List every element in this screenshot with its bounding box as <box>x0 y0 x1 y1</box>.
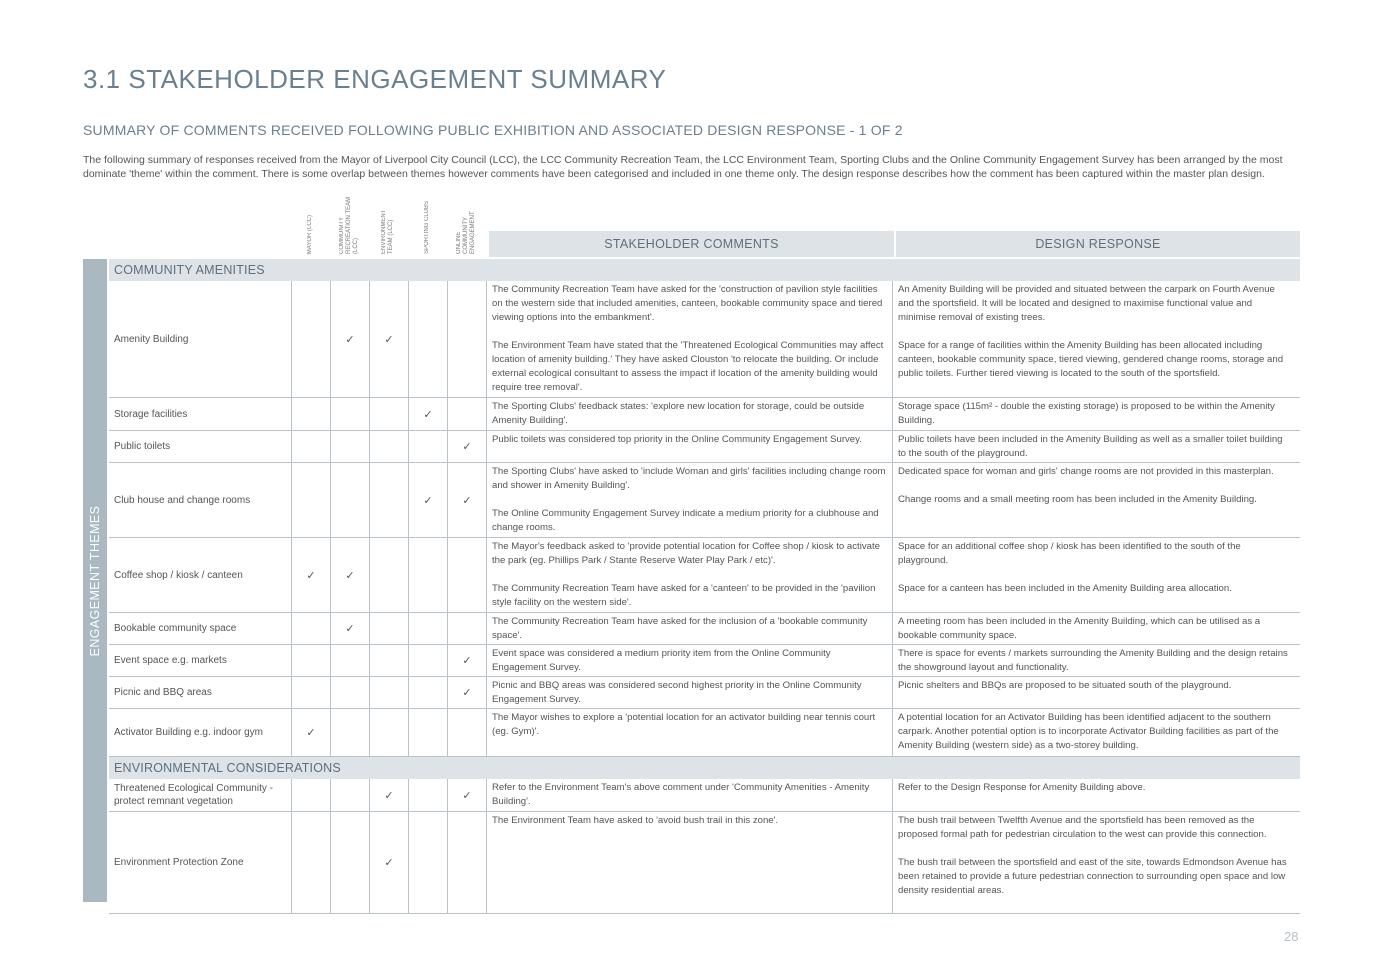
check-cell-community-recreation <box>330 812 369 913</box>
stakeholder-comment-cell <box>486 398 892 430</box>
check-cell-community-recreation <box>330 779 369 811</box>
theme-label: Activator Building e.g. indoor gym <box>114 727 263 738</box>
column-header-comments: STAKEHOLDER COMMENTS <box>489 231 894 257</box>
check-cell-sporting-clubs <box>408 281 447 397</box>
stakeholder-comment-cell <box>486 431 892 462</box>
comment-text: The Community Recreation Team have asked for a 'canteen' to be provided in the 'pavilion style facility on the western side'. <box>492 583 876 608</box>
comment-text: The Sporting Clubs' feedback states: 'explore new location for storage, could be outside Amenity Building'. <box>492 401 865 426</box>
comment-text: The Community Recreation Team have asked for the inclusion of a 'bookable community space'. <box>492 616 868 641</box>
response-text: The bush trail between the sportsfield and east of the site, towards Edmondson Avenue has been retained to provide a future pedestrian connection to surrounding open space and low density residential areas. <box>898 857 1287 896</box>
stakeholder-comment-cell <box>486 463 892 537</box>
theme-label: Storage facilities <box>114 408 188 420</box>
section-header: ENVIRONMENTAL CONSIDERATIONS <box>109 757 1300 779</box>
stakeholder-comment-cell <box>486 812 892 913</box>
check-cell-community-recreation <box>330 677 369 708</box>
check-cell-sporting-clubs <box>408 398 447 430</box>
checkmark-icon: ✓ <box>462 441 472 453</box>
response-text: Change rooms and a small meeting room has been included in the Amenity Building. <box>898 494 1257 505</box>
response-text: An Amenity Building will be provided and situated between the carpark on Fourth Avenue and the sportsfield. It will be located and designed to maximise functional value and minimise removal of existing trees. <box>898 284 1275 323</box>
stakeholder-comment-cell <box>486 677 892 708</box>
comment-text: Public toilets was considered top priority in the Online Community Engagement Survey. <box>492 434 862 445</box>
engagement-table <box>109 259 1300 914</box>
theme-label: Event space e.g. markets <box>114 655 227 666</box>
theme-label: Environment Protection Zone <box>114 857 244 868</box>
checkmark-icon: ✓ <box>306 569 316 582</box>
check-cell-environment-team <box>369 613 408 644</box>
check-cell-online-engagement <box>447 677 486 708</box>
comment-text: The Online Community Engagement Survey indicate a medium priority for a clubhouse and change rooms. <box>492 508 879 533</box>
response-text: Storage space (115m² - double the existing storage) is proposed to be within the Amenity Building. <box>898 401 1275 426</box>
table-row <box>109 398 1300 431</box>
design-response-cell <box>892 709 1297 756</box>
section-header: COMMUNITY AMENITIES <box>109 259 1300 281</box>
check-cell-sporting-clubs <box>408 613 447 644</box>
design-response-cell <box>892 645 1297 676</box>
check-cell-community-recreation <box>330 709 369 756</box>
checkmark-icon: ✓ <box>345 333 355 346</box>
theme-label: Club house and change rooms <box>114 494 251 506</box>
checkmark-icon: ✓ <box>345 569 355 582</box>
table-row <box>109 463 1300 538</box>
check-cell-sporting-clubs <box>408 463 447 537</box>
check-cell-community-recreation <box>330 538 369 612</box>
check-cell-mayor <box>291 431 330 462</box>
design-response-cell <box>892 281 1297 397</box>
column-header-mayor: MAYOR (LCC) <box>306 214 313 254</box>
response-text: Space for a range of facilities within the Amenity Building has been allocated including canteen, bookable community space, tiered viewing, gendered change rooms, storage and public toilets. Further tiered viewing is located to the south of the sportsfield. <box>898 340 1284 379</box>
check-cell-mayor <box>291 779 330 811</box>
checkmark-icon: ✓ <box>462 789 472 802</box>
stakeholder-comment-cell <box>486 613 892 644</box>
check-cell-online-engagement <box>447 812 486 913</box>
check-cell-mayor <box>291 709 330 756</box>
check-cell-mayor <box>291 281 330 397</box>
checkmark-icon: ✓ <box>462 494 472 507</box>
table-row <box>109 431 1300 463</box>
checkmark-icon: ✓ <box>384 789 394 802</box>
check-cell-online-engagement <box>447 463 486 537</box>
design-response-cell <box>892 463 1297 537</box>
page-subtitle: SUMMARY OF COMMENTS RECEIVED FOLLOWING PUBLIC EXHIBITION AND ASSOCIATED DESIGN RESPONSE - 1 OF 2 <box>83 122 903 138</box>
table-row <box>109 281 1300 398</box>
check-cell-online-engagement <box>447 613 486 644</box>
check-cell-mayor <box>291 812 330 913</box>
comment-text: The Mayor's feedback asked to 'provide potential location for Coffee shop / kiosk to activate the park (eg. Phillips Park / Stante Reserve Water Play Park / etc)'. <box>492 541 880 566</box>
design-response-cell <box>892 613 1297 644</box>
table-row <box>109 645 1300 677</box>
check-cell-environment-team <box>369 645 408 676</box>
comment-text: The Sporting Clubs' have asked to 'include Woman and girls' facilities including change room and shower in Amenity Building'. <box>492 466 886 491</box>
check-cell-online-engagement <box>447 281 486 397</box>
check-cell-community-recreation <box>330 431 369 462</box>
check-cell-mayor <box>291 677 330 708</box>
design-response-cell <box>892 677 1297 708</box>
column-header-online-engagement: ONLINE COMMUNITY ENGAGEMENT <box>455 211 476 254</box>
checkmark-icon: ✓ <box>345 623 355 635</box>
check-cell-community-recreation <box>330 613 369 644</box>
response-text: Refer to the Design Response for Amenity Building above. <box>898 782 1146 793</box>
check-cell-environment-team <box>369 538 408 612</box>
comment-text: The Community Recreation Team have asked for the 'construction of pavilion style facilities on the western side that included amenities, canteen, bookable community space and tiered viewing options into the embankment'. <box>492 284 883 323</box>
check-cell-environment-team <box>369 281 408 397</box>
check-cell-online-engagement <box>447 709 486 756</box>
table-row <box>109 538 1300 613</box>
column-header-sporting-clubs: SPORTING CLUBS <box>423 201 430 254</box>
theme-label: Public toilets <box>114 441 171 452</box>
check-cell-online-engagement <box>447 538 486 612</box>
response-text: A potential location for an Activator Building has been identified adjacent to the southern carpark. Another potential option is to incorporate Activator Building facilities as part of the Amenity Building (western side) as a two-storey building. <box>898 712 1279 751</box>
comment-text: The Environment Team have asked to 'avoid bush trail in this zone'. <box>492 815 779 826</box>
response-text: Space for a canteen has been included in the Amenity Building area allocation. <box>898 583 1232 594</box>
check-cell-mayor <box>291 538 330 612</box>
check-cell-sporting-clubs <box>408 677 447 708</box>
engagement-themes-label: ENGAGEMENT THEMES <box>83 259 107 902</box>
stakeholder-comment-cell <box>486 779 892 811</box>
check-cell-sporting-clubs <box>408 431 447 462</box>
check-cell-environment-team <box>369 431 408 462</box>
stakeholder-comment-cell <box>486 281 892 397</box>
stakeholder-comment-cell <box>486 645 892 676</box>
column-header-community-recreation: COMMUNITY RECREATION TEAM (LCC) <box>338 196 359 254</box>
design-response-cell <box>892 538 1297 612</box>
table-row <box>109 677 1300 709</box>
check-cell-community-recreation <box>330 463 369 537</box>
check-cell-environment-team <box>369 709 408 756</box>
check-cell-sporting-clubs <box>408 538 447 612</box>
comment-text: Picnic and BBQ areas was considered second highest priority in the Online Community Engagement Survey. <box>492 680 862 705</box>
check-cell-environment-team <box>369 463 408 537</box>
comment-text: Refer to the Environment Team's above comment under 'Community Amenities - Amenity Building'. <box>492 782 870 807</box>
theme-label: Amenity Building <box>114 333 189 345</box>
check-cell-sporting-clubs <box>408 779 447 811</box>
table-row <box>109 709 1300 757</box>
check-cell-mayor <box>291 645 330 676</box>
response-text: The bush trail between Twelfth Avenue and the sportsfield has been removed as the proposed formal path for pedestrian circulation to the west can provide this connection. <box>898 815 1267 840</box>
stakeholder-comment-cell <box>486 538 892 612</box>
design-response-cell <box>892 779 1297 811</box>
comment-text: Event space was considered a medium priority item from the Online Community Engagement Survey. <box>492 648 831 673</box>
intro-paragraph: The following summary of responses received from the Mayor of Liverpool City Council (LCC), the LCC Community Recreation Team, the LCC Environment Team, Sporting Clubs and the Online Community Engagement Survey has been arranged by the most dominate 'theme' within the comment. There is some overlap between themes however comments have been categorised and included in one theme only. The design response describes how the comment has been captured within the master plan design. <box>83 154 1283 180</box>
check-cell-online-engagement <box>447 398 486 430</box>
checkmark-icon: ✓ <box>423 494 433 507</box>
theme-label: Bookable community space <box>114 623 237 634</box>
page-title: 3.1 STAKEHOLDER ENGAGEMENT SUMMARY <box>83 64 667 94</box>
checkmark-icon: ✓ <box>462 687 472 699</box>
check-cell-environment-team <box>369 812 408 913</box>
checkmark-icon: ✓ <box>384 857 394 869</box>
check-cell-mayor <box>291 398 330 430</box>
check-cell-online-engagement <box>447 779 486 811</box>
check-cell-community-recreation <box>330 645 369 676</box>
design-response-cell <box>892 812 1297 913</box>
check-cell-sporting-clubs <box>408 709 447 756</box>
response-text: Public toilets have been included in the Amenity Building as well as a smaller toilet building to the south of the playground. <box>898 434 1283 459</box>
page-number: 28 <box>1284 929 1299 944</box>
check-cell-mayor <box>291 463 330 537</box>
checkmark-icon: ✓ <box>462 655 472 667</box>
check-cell-environment-team <box>369 779 408 811</box>
response-text: Space for an additional coffee shop / kiosk has been identified to the south of the playground. <box>898 541 1241 566</box>
response-text: There is space for events / markets surrounding the Amenity Building and the design retains the showground layout and functionality. <box>898 648 1288 673</box>
checkmark-icon: ✓ <box>306 727 316 739</box>
check-cell-sporting-clubs <box>408 645 447 676</box>
comment-text: The Mayor wishes to explore a 'potential location for an activator building near tennis court (eg. Gym)'. <box>492 712 876 737</box>
theme-label: Threatened Ecological Community - protect remnant vegetation <box>114 783 273 807</box>
table-row <box>109 779 1300 812</box>
design-response-cell <box>892 431 1297 462</box>
check-cell-sporting-clubs <box>408 812 447 913</box>
check-cell-environment-team <box>369 398 408 430</box>
checkmark-icon: ✓ <box>384 333 394 346</box>
check-cell-community-recreation <box>330 281 369 397</box>
response-text: Dedicated space for woman and girls' change rooms are not provided in this masterplan. <box>898 466 1274 477</box>
stakeholder-comment-cell <box>486 709 892 756</box>
response-text: A meeting room has been included in the Amenity Building, which can be utilised as a bookable community space. <box>898 616 1261 641</box>
checkmark-icon: ✓ <box>423 408 433 421</box>
check-cell-mayor <box>291 613 330 644</box>
check-cell-online-engagement <box>447 431 486 462</box>
table-row <box>109 613 1300 645</box>
column-header-response: DESIGN RESPONSE <box>896 231 1300 257</box>
theme-label: Coffee shop / kiosk / canteen <box>114 569 243 581</box>
theme-label: Picnic and BBQ areas <box>114 687 212 698</box>
design-response-cell <box>892 398 1297 430</box>
table-row <box>109 812 1300 914</box>
response-text: Picnic shelters and BBQs are proposed to be situated south of the playground. <box>898 680 1232 691</box>
check-cell-community-recreation <box>330 398 369 430</box>
check-cell-online-engagement <box>447 645 486 676</box>
column-header-environment-team: ENVIRONMENT TEAM (LCC) <box>381 209 394 254</box>
comment-text: The Environment Team have stated that the 'Threatened Ecological Communities may affect location of amenity building.' They have asked Clouston 'to relocate the building. Or include external ecological consultant to assess the impact if location of the amenity building would require tree removal'. <box>492 340 884 393</box>
check-cell-environment-team <box>369 677 408 708</box>
